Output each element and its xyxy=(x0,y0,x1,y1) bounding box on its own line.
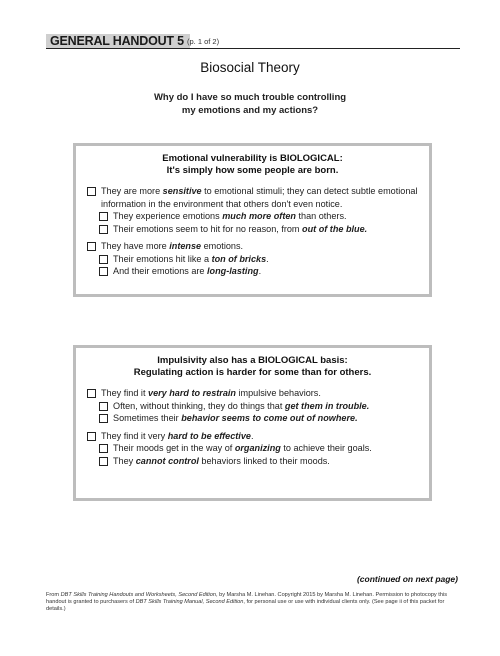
checklist xyxy=(87,185,422,278)
continued-note: (continued on next page) xyxy=(356,574,458,584)
header-bar xyxy=(46,34,460,49)
sub-list-item: Their emotions hit like a ton of bricks. xyxy=(99,253,422,266)
question-line-2: my emotions and my actions? xyxy=(181,104,319,116)
checkbox-icon[interactable] xyxy=(99,457,108,466)
box-heading-line-1: Impulsivity also has a BIOLOGICAL basis: xyxy=(157,355,348,366)
list-item: They find it very hard to be effective. Their moods get in the way of organizing to achieve their goals. They cannot control behaviors linked to their moods. xyxy=(87,430,422,468)
sub-checklist xyxy=(99,253,422,278)
checkbox-icon[interactable] xyxy=(99,444,108,453)
sub-checklist xyxy=(99,210,422,235)
emotional-vulnerability-box xyxy=(73,143,432,297)
list-item: They find it very hard to restrain impulsive behaviors. Often, without thinking, they do things that get them in trouble. Sometimes their behavior seems to come out of nowhere. xyxy=(87,387,422,425)
checkbox-icon[interactable] xyxy=(87,432,96,441)
page-title: Biosocial Theory xyxy=(200,60,300,75)
checkbox-icon[interactable] xyxy=(99,267,108,276)
checkbox-icon[interactable] xyxy=(87,389,96,398)
checkbox-icon[interactable] xyxy=(87,242,96,251)
question-heading xyxy=(100,92,400,117)
box-heading xyxy=(76,355,429,379)
box-heading xyxy=(76,153,429,177)
handout-label: GENERAL HANDOUT 5 xyxy=(46,34,190,48)
box-heading-line-2: It's simply how some people are born. xyxy=(166,165,339,176)
impulsivity-box xyxy=(73,345,432,501)
sub-checklist xyxy=(99,400,422,425)
list-item xyxy=(87,185,422,235)
item-text: They are more sensitive to emotional stimuli; they can detect subtle emotional information in the environment that others don't even notice. xyxy=(101,186,418,209)
checkbox-icon[interactable] xyxy=(99,402,108,411)
page-indicator: (p. 1 of 2) xyxy=(187,37,220,46)
sub-list-item: Their moods get in the way of organizing to achieve their goals. xyxy=(99,442,422,455)
checkbox-icon[interactable] xyxy=(99,255,108,264)
checklist xyxy=(87,387,422,467)
checkbox-icon[interactable] xyxy=(99,414,108,423)
list-item: They have more intense emotions. Their emotions hit like a ton of bricks. And their emotions are long-lasting. xyxy=(87,240,422,278)
copyright-footer: From DBT Skills Training Handouts and Worksheets, Second Edition, by Marsha M. Linehan. Copyright 2015 by Marsha M. Linehan. Permission to photocopy this handout is granted to purchasers of DBT Skills Training Manual, Second Edition, for personal use or use with individual clients only. (See page ii of this packet for details.) xyxy=(46,592,447,613)
box-heading-line-2: Regulating action is harder for some than for others. xyxy=(133,367,372,378)
sub-list-item: Often, without thinking, they do things that get them in trouble. xyxy=(99,400,422,413)
checkbox-icon[interactable] xyxy=(87,187,96,196)
sub-list-item: They cannot control behaviors linked to their moods. xyxy=(99,455,422,468)
sub-checklist xyxy=(99,442,422,467)
checkbox-icon[interactable] xyxy=(99,212,108,221)
sub-list-item: And their emotions are long-lasting. xyxy=(99,265,422,278)
sub-list-item: Their emotions seem to hit for no reason, from out of the blue. xyxy=(99,223,422,236)
box-heading-line-1: Emotional vulnerability is BIOLOGICAL: xyxy=(162,153,343,164)
checkbox-icon[interactable] xyxy=(99,225,108,234)
sub-list-item: They experience emotions much more often than others. xyxy=(99,210,422,223)
sub-list-item: Sometimes their behavior seems to come out of nowhere. xyxy=(99,412,422,425)
question-line-1: Why do I have so much trouble controlling xyxy=(153,92,347,103)
